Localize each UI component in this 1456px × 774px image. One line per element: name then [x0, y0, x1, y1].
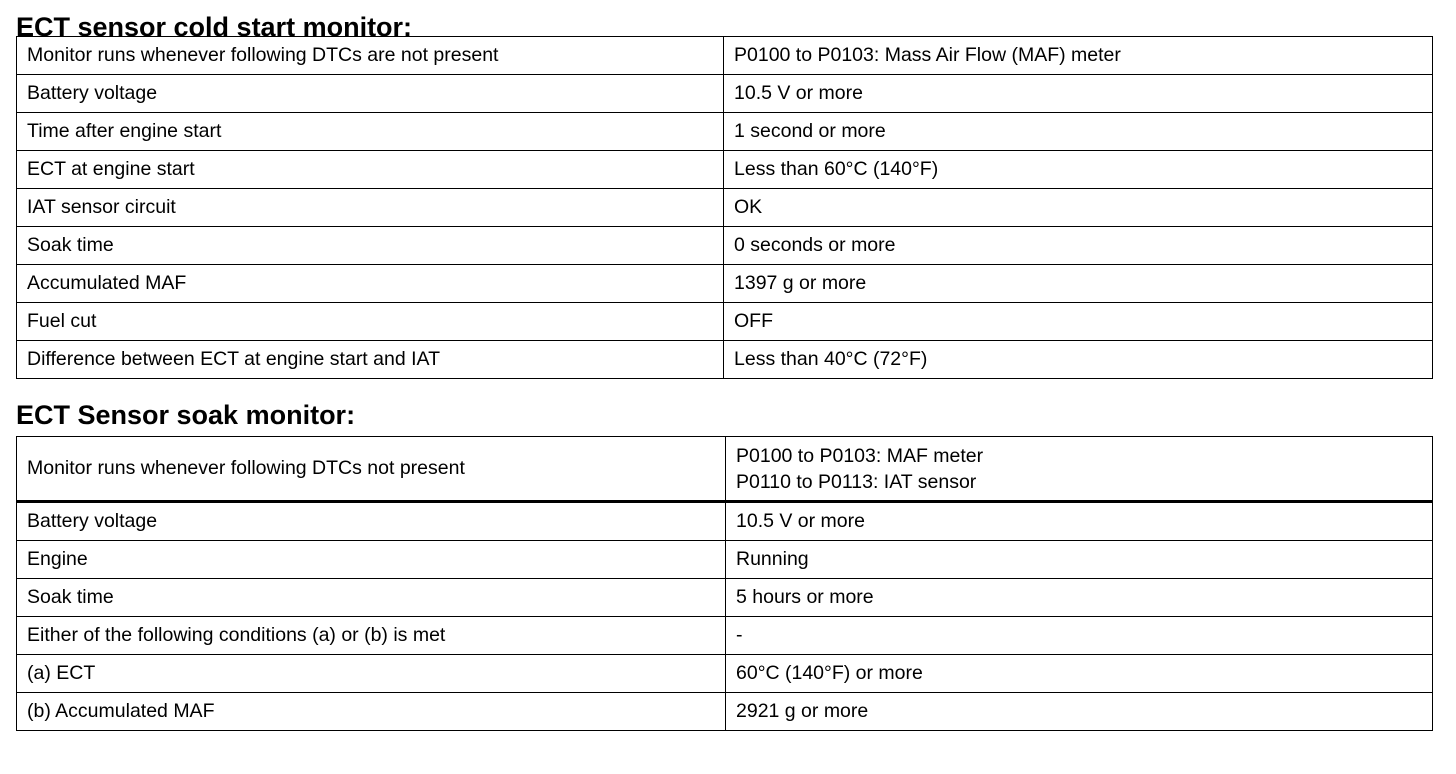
table-row — [17, 617, 1433, 655]
condition-cell: Either of the following conditions (a) or (b) is met — [17, 617, 726, 655]
table-row — [17, 75, 1433, 113]
value-cell: 60°C (140°F) or more — [726, 655, 1433, 693]
table-header-row — [17, 437, 1433, 502]
value-cell: OFF — [724, 303, 1433, 341]
soak-monitor-title: ECT Sensor soak monitor: — [16, 400, 356, 430]
condition-cell: IAT sensor circuit — [17, 189, 724, 227]
condition-cell: Battery voltage — [17, 502, 726, 541]
condition-cell: Monitor runs whenever following DTCs are not present — [17, 37, 724, 75]
condition-cell: Soak time — [17, 579, 726, 617]
table-row — [17, 502, 1433, 541]
value-cell — [726, 437, 1433, 502]
table-row — [17, 113, 1433, 151]
value-cell: OK — [724, 189, 1433, 227]
value-cell: 2921 g or more — [726, 693, 1433, 731]
dtc-line-iat: P0110 to P0113: IAT sensor — [736, 470, 977, 493]
table-row — [17, 655, 1433, 693]
value-cell: - — [726, 617, 1433, 655]
value-cell: 1 second or more — [724, 113, 1433, 151]
condition-cell: ECT at engine start — [17, 151, 724, 189]
value-cell: 0 seconds or more — [724, 227, 1433, 265]
table-row — [17, 189, 1433, 227]
table-row — [17, 693, 1433, 731]
cold-start-monitor-table — [16, 36, 1433, 379]
cold-start-monitor-title: ECT sensor cold start monitor: — [16, 12, 413, 42]
condition-cell: Battery voltage — [17, 75, 724, 113]
value-cell: Less than 60°C (140°F) — [724, 151, 1433, 189]
value-cell: 10.5 V or more — [726, 502, 1433, 541]
condition-cell: Time after engine start — [17, 113, 724, 151]
table-row — [17, 265, 1433, 303]
condition-cell: Monitor runs whenever following DTCs not present — [17, 437, 726, 502]
condition-cell: (a) ECT — [17, 655, 726, 693]
value-cell: Less than 40°C (72°F) — [724, 341, 1433, 379]
soak-monitor-table — [16, 436, 1433, 731]
value-cell: 1397 g or more — [724, 265, 1433, 303]
condition-cell: Difference between ECT at engine start and IAT — [17, 341, 724, 379]
table-row — [17, 579, 1433, 617]
table-row — [17, 341, 1433, 379]
table-row — [17, 541, 1433, 579]
table-row — [17, 151, 1433, 189]
condition-cell: (b) Accumulated MAF — [17, 693, 726, 731]
value-cell: 10.5 V or more — [724, 75, 1433, 113]
condition-cell: Soak time — [17, 227, 724, 265]
condition-cell: Engine — [17, 541, 726, 579]
table-row — [17, 303, 1433, 341]
condition-cell: Fuel cut — [17, 303, 724, 341]
table-row — [17, 227, 1433, 265]
value-cell: 5 hours or more — [726, 579, 1433, 617]
condition-cell: Accumulated MAF — [17, 265, 724, 303]
value-cell: Running — [726, 541, 1433, 579]
document-page — [16, 0, 1434, 731]
value-cell: P0100 to P0103: Mass Air Flow (MAF) meter — [724, 37, 1433, 75]
dtc-line-maf: P0100 to P0103: MAF meter — [736, 444, 984, 467]
